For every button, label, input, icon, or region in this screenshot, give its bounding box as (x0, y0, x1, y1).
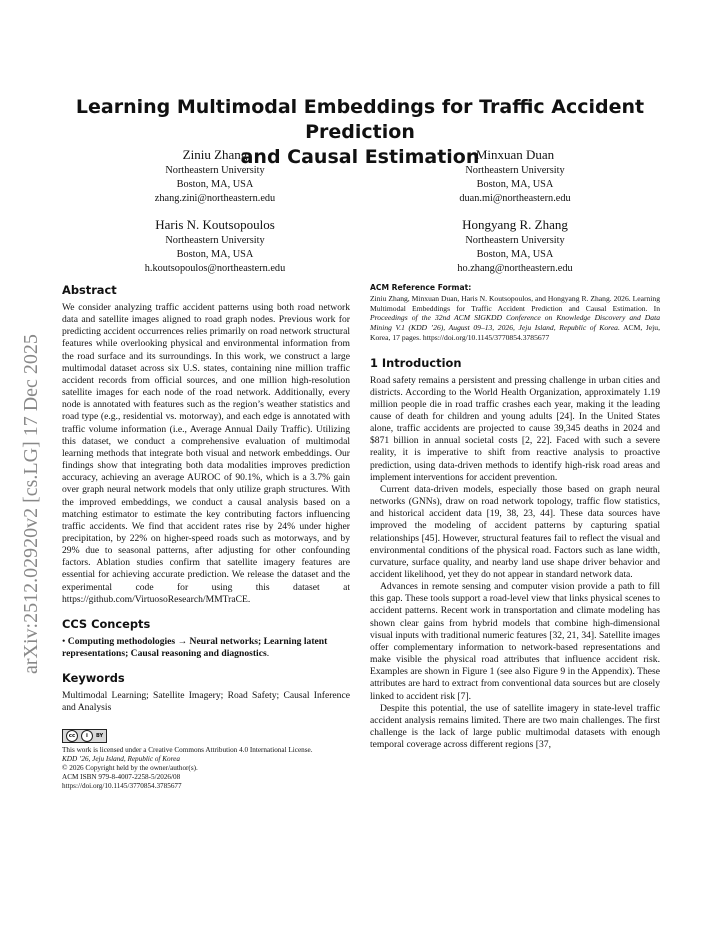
title-line-2: and Causal Estimation (240, 146, 480, 168)
isbn-line: ACM ISBN 979-8-4007-2258-5/2026/08 (62, 773, 181, 782)
author-name: Hongyang R. Zhang (462, 217, 568, 232)
ccs-bullet: • (62, 635, 66, 647)
author-location: Boston, MA, USA (176, 249, 254, 260)
author-email[interactable]: zhang.zini@northeastern.edu (154, 193, 276, 204)
acm-reference-heading: ACM Reference Format: (370, 283, 472, 292)
cc-by-badge[interactable] (62, 729, 107, 743)
by-person-icon: i (81, 730, 93, 742)
author-block-2 (390, 146, 640, 206)
intro-paragraph-4: Despite this potential, the use of satellite imagery in state-level traffic accident analysis remains limited. There are two main challenges. The first challenge is the lack of large public multimodal datasets with enough temporal coverage across different regions [37, (370, 702, 660, 751)
author-location: Boston, MA, USA (476, 249, 554, 260)
author-name: Minxuan Duan (475, 147, 555, 162)
author-location: Boston, MA, USA (176, 179, 254, 190)
intro-paragraph-1: Road safety remains a persistent and pressing challenge in urban cities and districts. According to the World Health Organization, approximately 1.19 million people die in road traffic crashes each year, making it the leading cause of death for children and young adults [24]. In the United States alone, traffic accidents are projected to cause 39,345 deaths in 2024 and $871 billion in annual societal costs [2, 22]. Faced with such a severe reality, it is imperative to shift from reactive analysis to proactive prediction, using data-driven methods to identify high-risk road areas and implement interventions for accident prevention. (370, 374, 660, 483)
copyright-line: © 2026 Copyright held by the owner/author(s). (62, 763, 198, 772)
acm-reference-text (370, 294, 660, 343)
abstract-heading: Abstract (62, 283, 117, 297)
author-location: Boston, MA, USA (476, 179, 554, 190)
author-email[interactable]: duan.mi@northeastern.edu (459, 193, 571, 204)
title-line-1: Learning Multimodal Embeddings for Traffic Accident Prediction (75, 96, 645, 143)
keywords-text: Multimodal Learning; Satellite Imagery; Road Safety; Causal Inference and Analysis (62, 690, 350, 714)
right-column (370, 283, 660, 751)
author-affiliation: Northeastern University (165, 235, 265, 246)
acm-ref-proceedings: Proceedings of the 32nd ACM SIGKDD Conference on Knowledge Discovery and Data Mining V.1 (KDD ’26), August 09–13, 2026, Jeju Island, Republic of Korea. (370, 313, 660, 333)
author-block-3 (90, 216, 340, 276)
author-email[interactable]: h.koutsopoulos@northeastern.edu (144, 263, 286, 274)
license-block (62, 724, 350, 792)
license-line: This work is licensed under a Creative Commons Attribution 4.0 International License. (62, 745, 313, 754)
arxiv-stamp (8, 262, 48, 682)
ccs-concepts (62, 636, 350, 660)
author-affiliation: Northeastern University (465, 235, 565, 246)
keywords-heading: Keywords (62, 671, 125, 686)
by-label: BY (96, 732, 104, 739)
ccs-period: . (266, 648, 270, 660)
left-column (62, 283, 350, 792)
author-name: Haris N. Koutsopoulos (155, 217, 275, 232)
ccs-heading: CCS Concepts (62, 616, 151, 631)
author-affiliation: Northeastern University (465, 165, 565, 176)
ccs-terms: Computing methodologies → Neural networks; Learning latent representations; Causal reasoning and diagnostics (62, 635, 328, 660)
author-block-1 (90, 146, 340, 206)
arxiv-id: arXiv:2512.02920v2 [cs.LG] 17 Dec 2025 (20, 334, 42, 674)
author-name: Ziniu Zhang (182, 147, 248, 162)
author-affiliation: Northeastern University (165, 165, 265, 176)
abstract-text: We consider analyzing traffic accident patterns using both road network data and satellite images aligned to road graph nodes. Previous work for predicting accident occurrences relies primarily on road network structural features while overlooking physical and environmental information from the road surface and its surroundings. In this work, we construct a large multimodal dataset across six U.S. states, containing nine million traffic accident records from official sources, and one million high-resolution satellite images for each node of the road network. Additionally, every node is annotated with features such as the region’s weather statistics and road type (e.g., residential vs. motorway), and each edge is annotated with traffic volume information (i.e., Average Annual Daily Traffic). Utilizing this dataset, we conduct a comprehensive evaluation of multimodal learning methods that integrate both visual and network embeddings. Our findings show that integrating both data modalities improves prediction accuracy, achieving an average AUROC of 90.1%, which is a 3.7% gain over graph neural network models that only utilize graph structures. With the improved embeddings, we conduct a causal analysis based on a matching estimator to estimate the key contributing factors influencing traffic accidents. We find that accident rates rise by 24% under higher precipitation, by 22% on higher-speed roads such as motorways, and by 29% due to seasonal patterns, after adjusting for other confounding factors. Ablation studies confirm that satellite imagery features are essential for achieving accurate prediction. We release the dataset and the experimental code for using this dataset at https://github.com/VirtuosoResearch/MMTraCE. (62, 302, 350, 605)
acm-ref-authors: Ziniu Zhang, Minxuan Duan, Haris N. Koutsopoulos, and Hongyang R. Zhang. 2026. Learning Multimodal Embeddings for Traffic Accident Prediction and Causal Estimation. In (370, 294, 660, 313)
venue-text: KDD ’26, Jeju Island, Republic of Korea (62, 754, 180, 763)
author-email[interactable]: ho.zhang@northeastern.edu (457, 263, 573, 274)
cc-icon: cc (66, 730, 78, 742)
acm-ref-publisher: ACM, Jeju, Korea, 17 pages. https://doi.org/10.1145/3770854.3785677 (370, 323, 660, 342)
intro-paragraph-3: Advances in remote sensing and computer vision provide a path to fill this gap. These tools support a road-level view that links physical scenes to accident patterns. Recent work in transportation and climate modeling has shown clear gains from hybrid models that combine high-dimensional visual inputs with traditional numeric features [32, 21, 34]. Satellite images offer complementary information to network-based representations and make visible the physical road attributes that influence accident risk. Examples are shown in Figure 1 (see also Figure 9 in the Appendix). These attributes are hard to extract from conventional data sources but are closely linked to accident risk [7]. (370, 581, 660, 702)
doi-link[interactable]: https://doi.org/10.1145/3770854.3785677 (62, 782, 182, 791)
introduction-heading: 1 Introduction (370, 355, 462, 370)
intro-paragraph-2: Current data-driven models, especially those based on graph neural networks (GNNs), draw on road network topology, traffic flow statistics, and historical accident data [19, 38, 23, 44]. These data sources have improved the modeling of accident patterns by capturing spatial relationships [45]. However, structural features fail to reflect the visual and environmental conditions of the physical road. Factors such as lane width, curvature, surface quality, and nearby land use shape driver behavior and accident likelihood, yet they do not appear in standard network data. (370, 483, 660, 581)
venue-line (62, 755, 350, 764)
author-block-4 (390, 216, 640, 276)
